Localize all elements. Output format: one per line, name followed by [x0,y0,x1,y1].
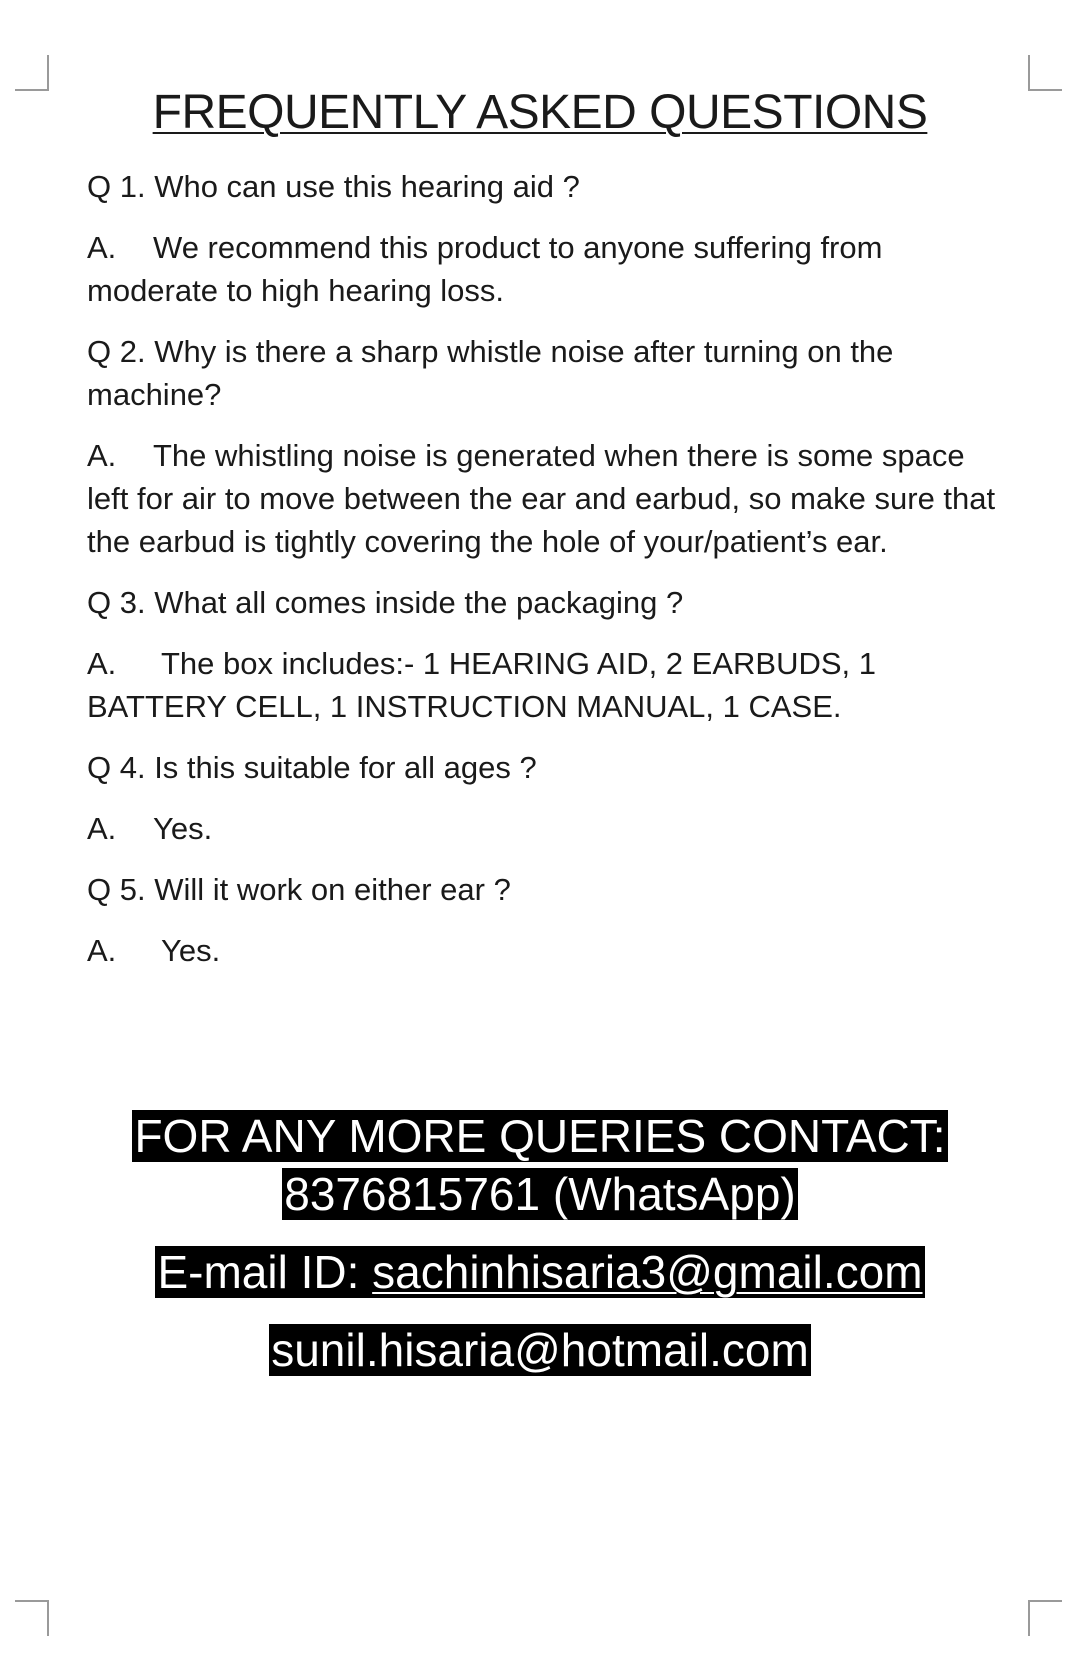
answer-text: Yes. [153,811,213,846]
answer-prefix: A. [87,646,117,681]
contact-phone: 8376815761 (WhatsApp) [284,1168,796,1220]
answer-prefix: A. [87,438,117,473]
email-primary-link[interactable]: sachinhisaria3@gmail.com [372,1246,923,1298]
faq-question-1: Q 1. Who can use this hearing aid ? [87,169,580,204]
faq-answer-5 [87,929,1002,972]
contact-heading: FOR ANY MORE QUERIES CONTACT: [134,1110,946,1162]
answer-prefix: A. [87,230,117,265]
faq-answer-2 [87,434,1002,563]
contact-email-block [155,1246,924,1298]
faq-answer-1 [87,226,1002,312]
answer-text: The box includes:- 1 HEARING AID, 2 EARBUDS, 1 BATTERY CELL, 1 INSTRUCTION MANUAL, 1 CASE. [87,646,876,724]
page-title-text: FREQUENTLY ASKED QUESTIONS [152,86,928,139]
faq-question-3: Q 3. What all comes inside the packaging ? [87,585,684,620]
faq-answer-3 [87,642,1002,728]
faq-question-5: Q 5. Will it work on either ear ? [87,872,511,907]
page-title [0,84,1080,142]
email-secondary: sunil.hisaria@hotmail.com [271,1324,809,1376]
answer-text: The whistling noise is generated when there is some space left for air to move between the ear and earbud, so make sure that the earbud is tightly covering the hole of your/patient’s ear. [87,438,996,559]
faq-question-2: Q 2. Why is there a sharp whistle noise after turning on the machine? [87,334,894,412]
contact-email-line [0,1244,1080,1300]
answer-prefix: A. [87,933,117,968]
faq-question-4: Q 4. Is this suitable for all ages ? [87,750,537,785]
faq-list [87,165,1002,990]
answer-prefix: A. [87,811,117,846]
email-label: E-mail ID: [157,1246,373,1298]
answer-text: Yes. [161,933,221,968]
crop-mark-bottom-left [15,1600,49,1636]
contact-heading-line [0,1108,1080,1164]
answer-text: We recommend this product to anyone suffering from moderate to high hearing loss. [87,230,883,308]
crop-mark-bottom-right [1028,1600,1062,1636]
faq-answer-4 [87,807,1002,850]
contact-phone-line [0,1166,1080,1222]
contact-email-secondary-line [0,1322,1080,1378]
